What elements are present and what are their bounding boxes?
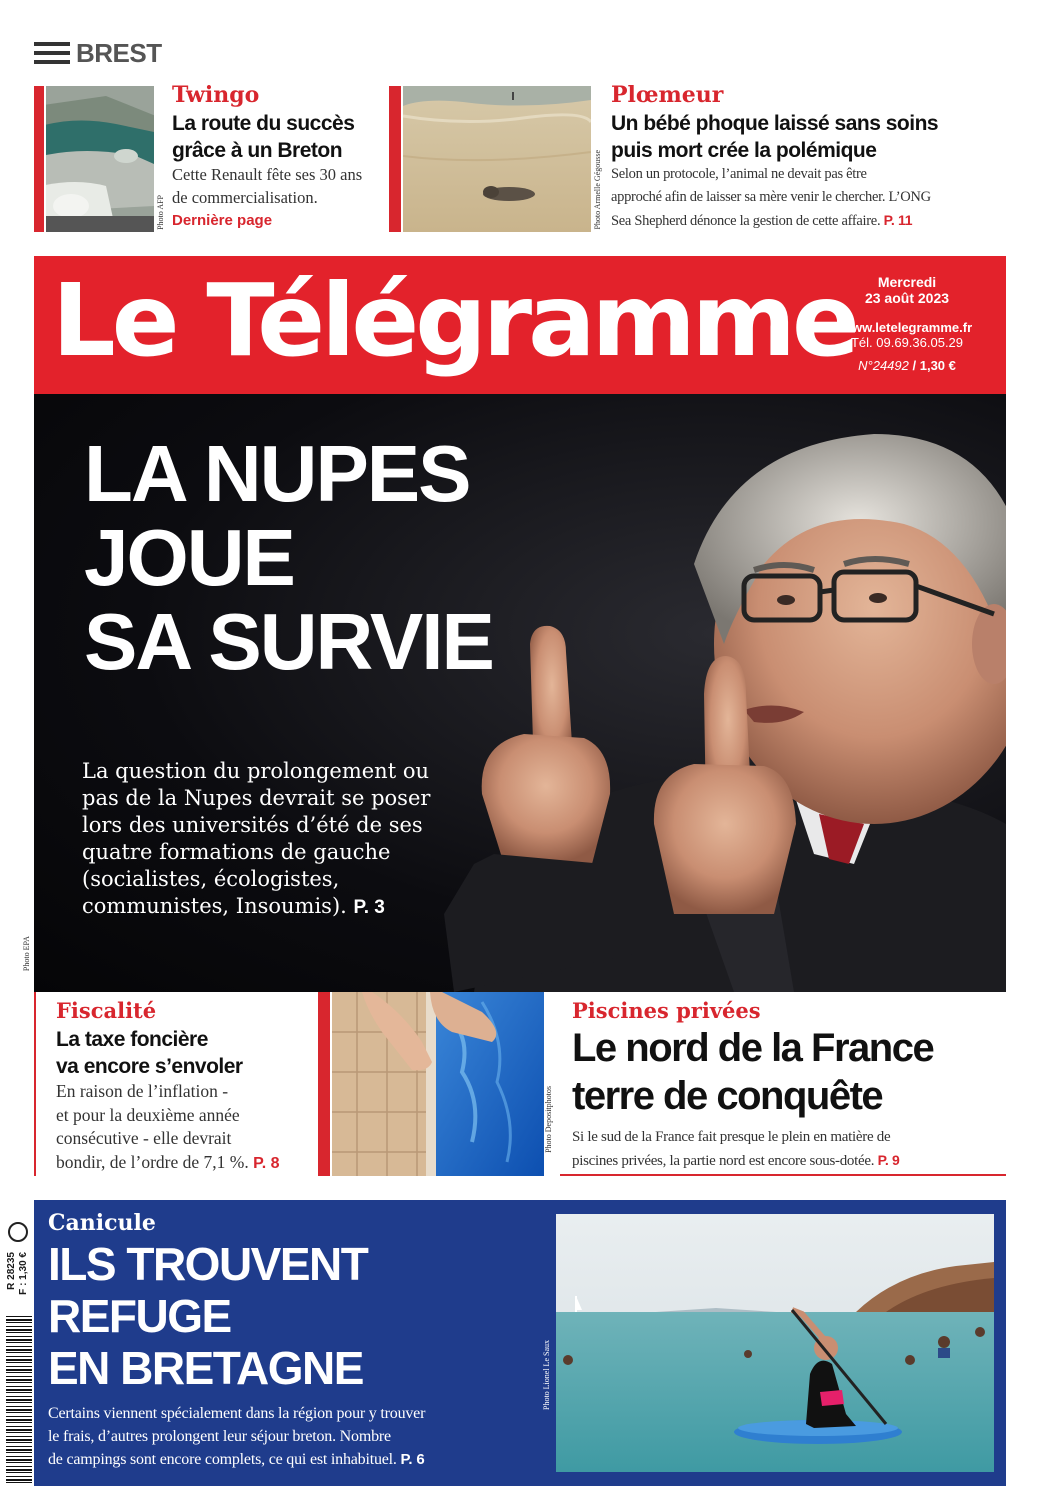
story-body-line: En raison de l’inflation -	[56, 1081, 229, 1101]
teaser-headline-line: Un bébé phoque laissé sans soins	[611, 112, 939, 135]
story-headline-line: EN BRETAGNE	[48, 1342, 363, 1394]
sea-swimmers-image	[556, 1214, 994, 1472]
story-kicker: Fiscalité	[56, 998, 157, 1023]
story-body-line: piscines privées, la partie nord est encore sous-dotée.	[572, 1153, 875, 1169]
story-headline-line: Le nord de la France	[572, 1026, 934, 1070]
story-canicule[interactable]	[34, 1200, 1006, 1486]
hero-page-ref[interactable]: P. 3	[353, 897, 385, 918]
story-headline-line: La taxe foncière	[56, 1028, 208, 1051]
twingo-photo	[46, 86, 154, 232]
accent-bar	[34, 86, 44, 232]
hero-story[interactable]	[34, 394, 1006, 992]
pool-feet-image	[332, 992, 544, 1176]
photo-credit: Photo AFP	[156, 195, 165, 230]
pool-photo	[332, 992, 544, 1176]
teaser-headline-line: La route du succès	[172, 112, 355, 135]
story-page-ref[interactable]: P. 6	[400, 1451, 425, 1468]
teaser-kicker: Plœmeur	[611, 82, 724, 108]
story-headline-line: va encore s’envoler	[56, 1055, 243, 1078]
story-body-line: de campings sont encore complets, ce qui est inhabituel.	[48, 1451, 397, 1468]
recycle-icon	[8, 1222, 28, 1242]
teaser-body-line: de commercialisation.	[172, 188, 318, 207]
photo-credit: Photo Lionel Le Saux	[542, 1340, 551, 1410]
seal-photo	[403, 86, 591, 232]
hero-headline-line: LA NUPES	[84, 429, 470, 518]
barcode-block	[6, 1222, 32, 1486]
newspaper-logo[interactable]: Le Télégramme	[52, 262, 856, 379]
hero-headline-line: JOUE	[84, 513, 294, 602]
story-piscines[interactable]	[560, 992, 1006, 1176]
teaser-body-line: Selon un protocole, l’animal ne devait pas être	[611, 166, 867, 182]
story-fiscalite[interactable]	[34, 992, 546, 1176]
story-body-line: et pour la deuxième année	[56, 1104, 240, 1125]
politician-photo	[434, 394, 1006, 992]
story-body-line: le frais, d’autres prolongent leur séjour breton. Nombre	[48, 1428, 391, 1445]
hero-headline-line: SA SURVIE	[84, 597, 493, 686]
photo-credit: Photo EPA	[22, 936, 31, 972]
menu-icon[interactable]	[34, 42, 70, 64]
barcode-code: R 28235	[6, 1252, 17, 1290]
issue-price: / 1,30 €	[912, 358, 956, 373]
teaser-page-ref[interactable]: P. 11	[883, 212, 913, 228]
teaser-headline-line: puis mort crée la polémique	[611, 139, 877, 162]
story-headline-line: terre de conquête	[572, 1074, 883, 1118]
accent-bar	[389, 86, 401, 232]
story-body-line: Si le sud de la France fait presque le plein en matière de	[572, 1129, 891, 1145]
story-page-ref[interactable]: P. 8	[253, 1154, 280, 1172]
issue-number: N°24492	[858, 358, 909, 373]
teaser-body-line: Sea Shepherd dénonce la gestion de cette affaire.	[611, 213, 881, 229]
barcode-price: F : 1,30 €	[18, 1252, 29, 1295]
barcode-icon	[6, 1316, 32, 1486]
issue-day: Mercredi	[877, 274, 937, 290]
story-headline-line: REFUGE	[48, 1290, 231, 1342]
story-page-ref[interactable]: P. 9	[877, 1152, 900, 1168]
teaser-headline-line: grâce à un Breton	[172, 139, 343, 162]
beach-photo	[556, 1214, 994, 1472]
story-body-line: bondir, de l’ordre de 7,1 %.	[56, 1151, 249, 1172]
story-kicker: Canicule	[48, 1210, 156, 1236]
teaser-page-ref[interactable]: Dernière page	[172, 212, 273, 229]
edition-label: BREST	[76, 38, 162, 68]
hero-summary	[82, 758, 462, 921]
beach-seal-image	[403, 86, 591, 232]
masthead	[34, 256, 1006, 394]
website-link[interactable]: www.letelegramme.fr	[841, 320, 973, 335]
hero-body-text: La question du prolongement ou pas de la Nupes devrait se poser lors des universités d’été de ses quatre formations de gauche (socialistes, écologistes, communistes, Insoumis).	[82, 759, 431, 918]
teaser-ploemeur[interactable]	[389, 82, 1009, 232]
issue-date: 23 août 2023	[864, 290, 950, 306]
parked-cars-image	[46, 86, 154, 232]
teaser-twingo[interactable]	[34, 82, 374, 232]
story-kicker: Piscines privées	[572, 998, 761, 1023]
teaser-kicker: Twingo	[172, 82, 260, 108]
masthead-info	[832, 274, 982, 373]
photo-credit: Photo Depositphotos	[544, 1086, 553, 1153]
story-headline-line: ILS TROUVENT	[48, 1238, 368, 1290]
teaser-body-line: approché afin de laisser sa mère venir le chercher. L’ONG	[611, 189, 931, 205]
phone-number: Tél. 09.69.36.05.29	[850, 335, 964, 350]
photo-credit: Photo Armelle Gégousse	[593, 150, 602, 230]
story-body-line: Certains viennent spécialement dans la région pour y trouver	[48, 1405, 426, 1422]
accent-line	[34, 992, 36, 1176]
story-body-line: consécutive - elle devrait	[56, 1128, 232, 1148]
teaser-body-line: Cette Renault fête ses 30 ans	[172, 165, 363, 184]
hero-headline	[84, 429, 493, 686]
accent-bar	[318, 992, 330, 1176]
accent-line	[560, 1174, 1006, 1176]
